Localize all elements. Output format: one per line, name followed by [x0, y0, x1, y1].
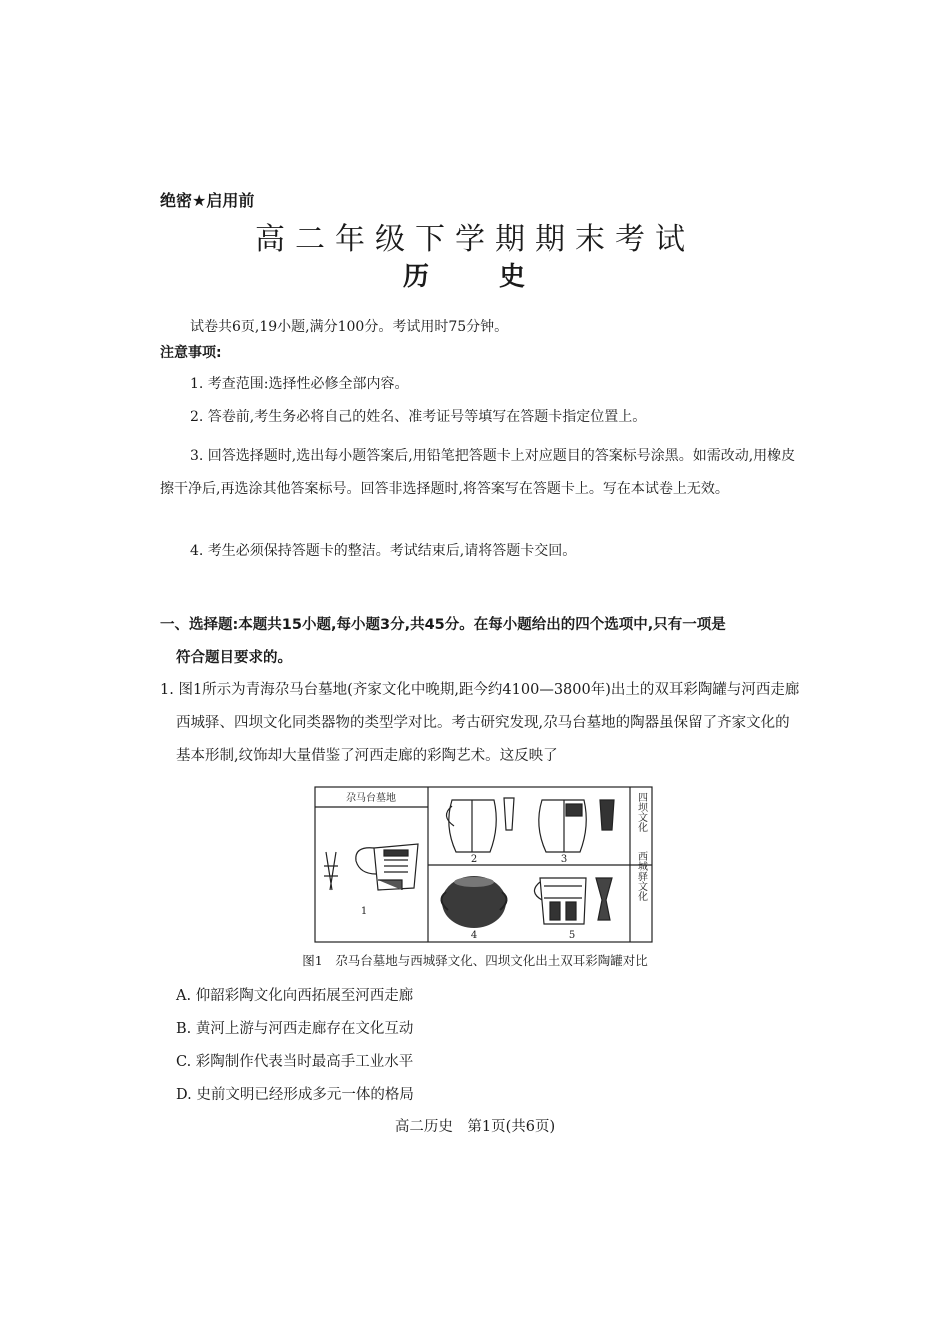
exam-title: 高二年级下学期期末考试	[255, 222, 695, 257]
figure-left-header: 尕马台墓地	[346, 793, 396, 804]
option-d: D. 史前文明已经形成多元一体的格局	[176, 1087, 414, 1103]
question-1	[160, 674, 800, 773]
vessel-number-3: 3	[560, 854, 568, 865]
section-heading	[160, 609, 800, 675]
section-line-2: 符合题目要求的。	[176, 650, 292, 666]
notice-item: 4. 考生必须保持答题卡的整洁。考试结束后,请将答题卡交回。	[190, 543, 577, 559]
option-c: C. 彩陶制作代表当时最高手工业水平	[176, 1054, 414, 1070]
vessel-3-drawing	[539, 800, 614, 852]
notice-heading: 注意事项:	[160, 345, 222, 361]
exam-subject: 历 史	[402, 262, 547, 292]
vessel-number-4: 4	[470, 930, 478, 941]
figure-caption: 图1 尕马台墓地与西城驿文化、四坝文化出土双耳彩陶罐对比	[302, 953, 648, 968]
section-line-1: 一、选择题:本题共15小题,每小题3分,共45分。在每小题给出的四个选项中,只有一项是	[160, 617, 726, 633]
figure-label-siba: 四坝文化	[635, 792, 647, 832]
exam-info: 试卷共6页,19小题,满分100分。考试用时75分钟。	[190, 319, 509, 335]
option-b: B. 黄河上游与河西走廊存在文化互动	[176, 1021, 414, 1037]
notice-item: 1. 考查范围:选择性必修全部内容。	[190, 376, 409, 392]
vessel-4-drawing	[441, 876, 506, 928]
option-a: A. 仰韶彩陶文化向西拓展至河西走廊	[176, 988, 414, 1004]
vessel-1-drawing	[324, 844, 418, 890]
vessel-number-1: 1	[360, 906, 368, 917]
vessel-number-2: 2	[470, 854, 478, 865]
notice-item: 2. 答卷前,考生务必将自己的姓名、准考证号等填写在答题卡指定位置上。	[190, 409, 647, 425]
notice-item: 3. 回答选择题时,选出每小题答案后,用铅笔把答题卡上对应题目的答案标号涂黑。如需改动,用橡皮擦干净后,再选涂其他答案标号。回答非选择题时,将答案写在答题卡上。写在本试卷上无效。	[160, 448, 796, 497]
figure-label-xichengyi: 西城驿文化	[635, 851, 647, 901]
vessel-number-5: 5	[568, 930, 576, 941]
question-1-stem: 1. 图1所示为青海尕马台墓地(齐家文化中晚期,距今约4100—3800年)出土的双耳彩陶罐与河西走廊西城驿、四坝文化同类器物的类型学对比。考古研究发现,尕马台墓地的陶器虽保留了齐家文化的基本形制,纹饰却大量借鉴了河西走廊的彩陶艺术。这反映了	[160, 682, 800, 764]
figure-1	[314, 786, 654, 944]
confidential-label: 绝密★启用前	[160, 191, 255, 210]
vessel-5-drawing	[534, 878, 612, 924]
vessel-2-drawing	[446, 798, 514, 852]
page-footer: 高二历史 第1页(共6页)	[394, 1119, 556, 1135]
